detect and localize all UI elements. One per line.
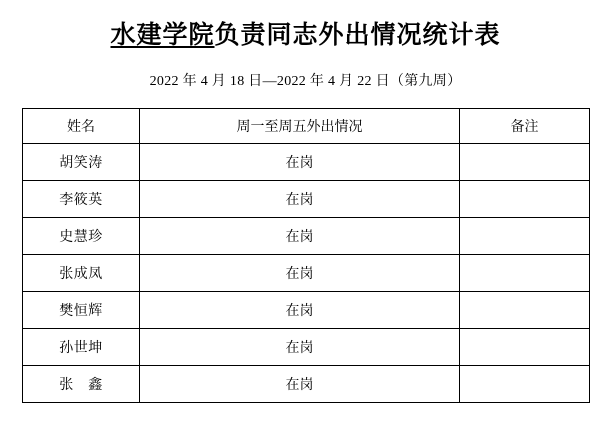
- cell-note: [460, 292, 590, 329]
- table-row: [23, 255, 590, 292]
- cell-status: 在岗: [140, 255, 460, 292]
- column-header-note: 备注: [460, 109, 590, 144]
- cell-note: [460, 366, 590, 403]
- attendance-table: [22, 108, 590, 403]
- table-row: [23, 329, 590, 366]
- table-row: [23, 218, 590, 255]
- cell-note: [460, 218, 590, 255]
- table-row: [23, 292, 590, 329]
- page-title: [22, 0, 589, 51]
- page-title-rest: 负责同志外出情况统计表: [214, 22, 501, 49]
- cell-name: 史慧珍: [23, 218, 140, 255]
- cell-name: 张 鑫: [23, 366, 140, 403]
- table-row: [23, 181, 590, 218]
- cell-status: 在岗: [140, 366, 460, 403]
- cell-name: 孙世坤: [23, 329, 140, 366]
- cell-status: 在岗: [140, 292, 460, 329]
- cell-status: 在岗: [140, 329, 460, 366]
- cell-note: [460, 329, 590, 366]
- cell-status: 在岗: [140, 181, 460, 218]
- cell-name: 李筱英: [23, 181, 140, 218]
- cell-status: 在岗: [140, 218, 460, 255]
- cell-name: 樊恒辉: [23, 292, 140, 329]
- cell-name: 胡笑涛: [23, 144, 140, 181]
- table-header-row: [23, 109, 590, 144]
- cell-status: 在岗: [140, 144, 460, 181]
- date-range-subtitle: 2022 年 4 月 18 日—2022 年 4 月 22 日（第九周）: [149, 74, 462, 90]
- cell-note: [460, 144, 590, 181]
- table-row: [23, 144, 590, 181]
- cell-note: [460, 255, 590, 292]
- table-row: [23, 366, 590, 403]
- page-title-department: 水建学院: [110, 22, 215, 49]
- column-header-status: 周一至周五外出情况: [140, 109, 460, 144]
- column-header-name: 姓名: [23, 109, 140, 144]
- cell-name: 张成凤: [23, 255, 140, 292]
- cell-note: [460, 181, 590, 218]
